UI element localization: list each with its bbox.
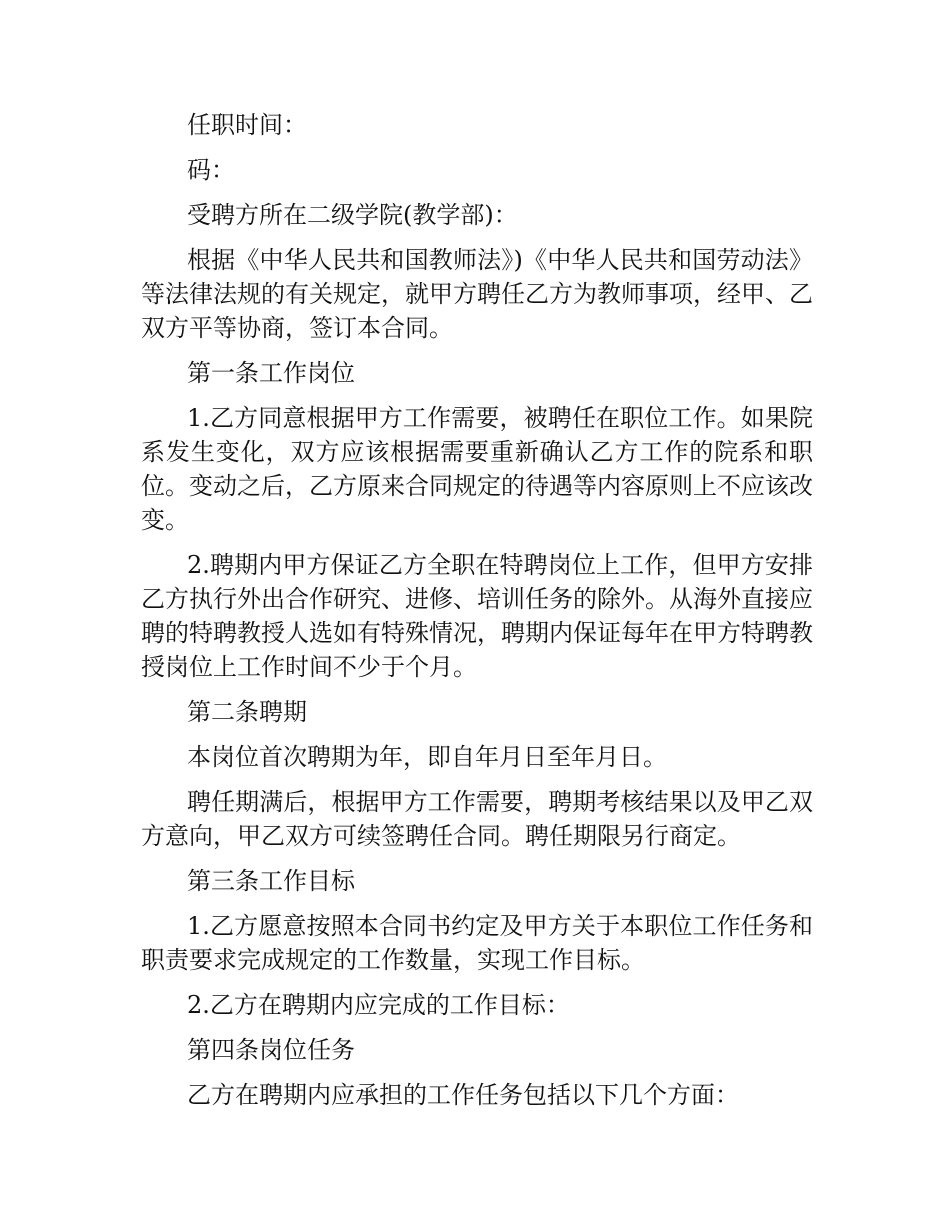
field-college: 受聘方所在二级学院(教学部)：: [187, 201, 518, 229]
article-2-heading: 第二条聘期: [187, 698, 307, 726]
field-appointment-time: 任职时间：: [187, 111, 307, 139]
field-code: 码：: [187, 156, 235, 184]
article-4-heading: 第四条岗位任务: [187, 1036, 355, 1064]
article-1-clause-1: 1.乙方同意根据甲方工作需要，被聘任在职位工作。如果院系发生变化，双方应该根据需要重新确认乙方工作的院系和职位。变动之后，乙方原来合同规定的待遇等内容原则上不应该改变。: [141, 404, 813, 534]
article-3-heading: 第三条工作目标: [187, 867, 355, 895]
article-3-clause-1: 1.乙方愿意按照本合同书约定及甲方关于本职位工作任务和职责要求完成规定的工作数量，实现工作目标。: [141, 912, 813, 974]
article-2-renewal: 聘任期满后，根据甲方工作需要，聘期考核结果以及甲乙双方意向，甲乙双方可续签聘任合同。聘任期限另行商定。: [141, 788, 813, 850]
article-2-term: 本岗位首次聘期为年，即自年月日至年月日。: [187, 743, 667, 771]
article-1-clause-2: 2.聘期内甲方保证乙方全职在特聘岗位上工作，但甲方安排乙方执行外出合作研究、进修、培训任务的除外。从海外直接应聘的特聘教授人选如有特殊情况，聘期内保证每年在甲方特聘教授岗位上工作时间不少于个月。: [141, 551, 813, 681]
preamble-paragraph: 根据《中华人民共和国教师法》)《中华人民共和国劳动法》等法律法规的有关规定，就甲方聘任乙方为教师事项，经甲、乙双方平等协商，签订本合同。: [141, 246, 813, 342]
article-4-intro: 乙方在聘期内应承担的工作任务包括以下几个方面：: [187, 1081, 739, 1109]
article-1-heading: 第一条工作岗位: [187, 359, 355, 387]
article-3-clause-2: 2.乙方在聘期内应完成的工作目标：: [187, 991, 570, 1019]
document-body: [141, 108, 813, 1123]
